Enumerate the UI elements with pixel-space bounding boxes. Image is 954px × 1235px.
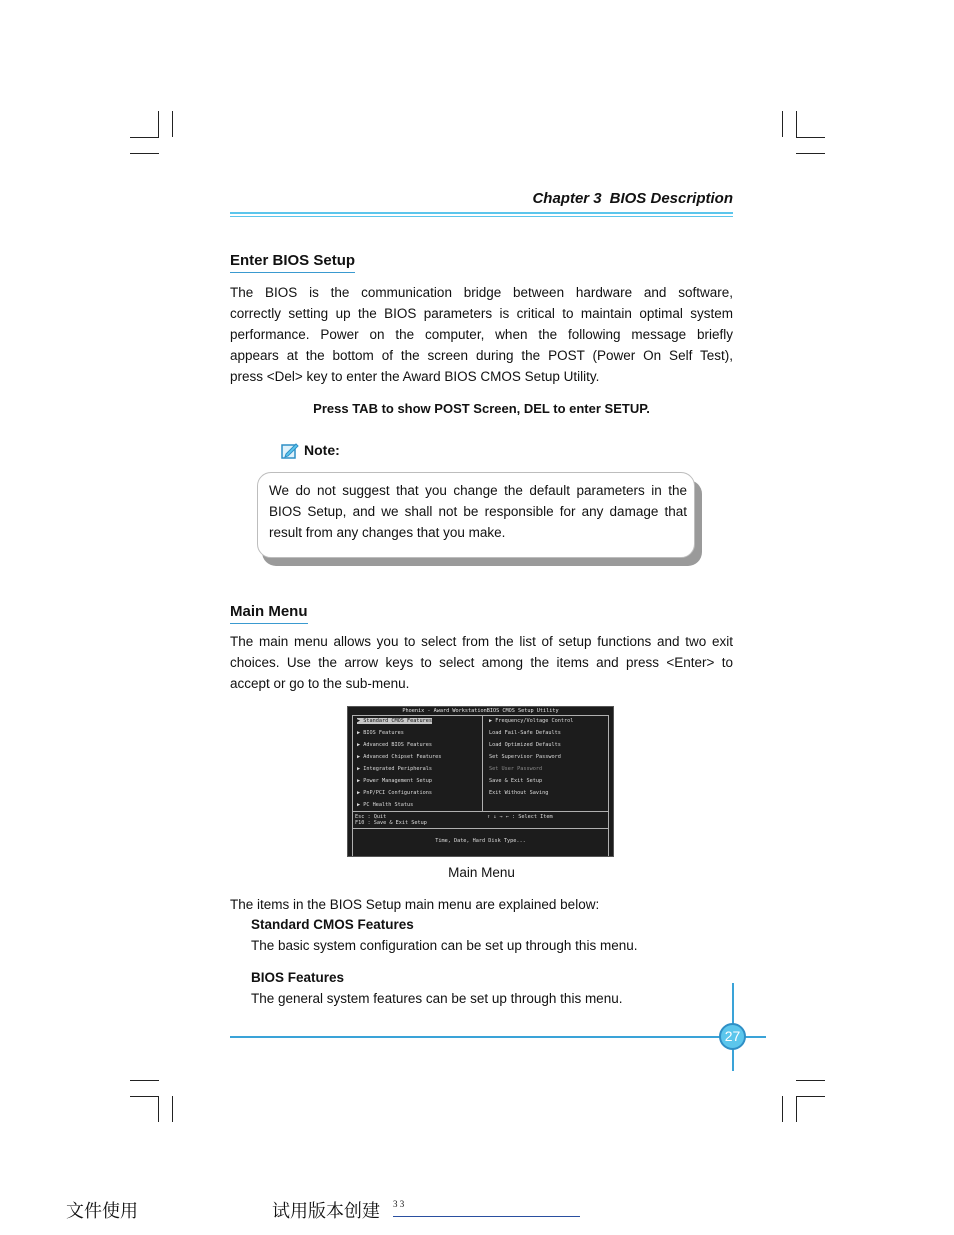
item-title: BIOS Features bbox=[251, 970, 345, 985]
paragraph-line: accept or go to the sub-menu. bbox=[230, 676, 410, 691]
chapter-header bbox=[230, 190, 733, 207]
crop-mark bbox=[796, 111, 797, 137]
page-number: 27 bbox=[719, 1023, 746, 1050]
bios-main-menu-screenshot bbox=[347, 706, 614, 857]
header-rule bbox=[230, 216, 733, 217]
note-line: result from any changes that you make. bbox=[269, 525, 506, 540]
paragraph-line: press <Del> key to enter the Award BIOS CMOS Setup Utility. bbox=[230, 369, 600, 384]
crop-mark bbox=[796, 153, 825, 154]
crop-mark bbox=[130, 153, 159, 154]
bios-menu-item: Save & Exit Setup bbox=[489, 778, 543, 784]
bios-menu-item: ▶ Frequency/Voltage Control bbox=[489, 718, 574, 724]
post-message: Press TAB to show POST Screen, DEL to enter SETUP. bbox=[313, 401, 650, 416]
crop-mark bbox=[158, 111, 159, 137]
chapter-label: Chapter 3 bbox=[532, 190, 602, 207]
item-title: Standard CMOS Features bbox=[251, 917, 414, 932]
crop-mark bbox=[172, 111, 173, 137]
bios-divider bbox=[352, 828, 609, 829]
bios-menu-item: ▶ Integrated Peripherals bbox=[357, 766, 432, 772]
note-line: We do not suggest that you change the default parameters in the bbox=[269, 483, 687, 498]
watermark-left: 文件使用 bbox=[66, 1201, 138, 1222]
crop-mark bbox=[796, 1080, 825, 1081]
paragraph-line: performance. Power on the computer, when the following message briefly bbox=[230, 327, 733, 342]
note-pencil-icon bbox=[281, 441, 299, 459]
bios-help-text: ↑ ↓ → ← : Select Item bbox=[487, 814, 553, 820]
bios-menu-item: ▶ Advanced BIOS Features bbox=[357, 742, 432, 748]
section-title-enter-bios-setup: Enter BIOS Setup bbox=[230, 252, 355, 273]
bios-help-text: F10 : Save & Exit Setup bbox=[355, 820, 427, 826]
crop-mark bbox=[130, 137, 159, 138]
enter-setup-paragraph bbox=[230, 282, 733, 387]
watermark-underline bbox=[393, 1216, 580, 1217]
chapter-title: BIOS Description bbox=[609, 190, 733, 207]
bios-title: Phoenix - Award WorkstationBIOS CMOS Setup Utility bbox=[348, 707, 613, 715]
crop-mark bbox=[796, 1096, 825, 1097]
bios-menu-item: Exit Without Saving bbox=[489, 790, 549, 796]
crop-mark bbox=[158, 1096, 159, 1122]
paragraph-line: appears at the bottom of the screen during the POST (Power On Self Test), bbox=[230, 348, 733, 363]
bios-menu-item: Set Supervisor Password bbox=[489, 754, 561, 760]
paragraph-line: choices. Use the arrow keys to select among the items and press <Enter> to bbox=[230, 655, 733, 670]
bios-divider bbox=[352, 811, 609, 812]
bios-menu-item: Set User Password bbox=[489, 766, 543, 772]
bios-menu-item: Load Fail-Safe Defaults bbox=[489, 730, 561, 736]
bios-menu-item: Load Optimized Defaults bbox=[489, 742, 561, 748]
crop-mark bbox=[782, 111, 783, 137]
bios-menu-item: ▶ PnP/PCI Configurations bbox=[357, 790, 432, 796]
paragraph-line: The main menu allows you to select from the list of setup functions and two exit bbox=[230, 634, 733, 649]
bios-frame bbox=[352, 715, 609, 857]
main-menu-paragraph bbox=[230, 631, 733, 694]
section-title-main-menu: Main Menu bbox=[230, 603, 308, 624]
crop-mark bbox=[130, 1080, 159, 1081]
watermark-middle: 试用版本创建 bbox=[272, 1201, 380, 1222]
figure-caption: Main Menu bbox=[448, 865, 515, 880]
bios-menu-item: ▶ Standard CMOS Features bbox=[357, 718, 432, 724]
crop-mark bbox=[782, 1096, 783, 1122]
crop-mark bbox=[130, 1096, 159, 1097]
crop-mark bbox=[796, 137, 825, 138]
bios-menu-item: ▶ Power Management Setup bbox=[357, 778, 432, 784]
note-label: Note: bbox=[304, 442, 340, 458]
bios-column-divider bbox=[482, 715, 483, 811]
header-rule bbox=[230, 212, 733, 214]
item-description: The basic system configuration can be set up through this menu. bbox=[251, 938, 638, 953]
bios-menu-item: ▶ Advanced Chipset Features bbox=[357, 754, 442, 760]
crop-mark bbox=[172, 1096, 173, 1122]
footer-rule bbox=[230, 1036, 766, 1038]
crop-mark bbox=[796, 1096, 797, 1122]
bios-menu-item: ▶ BIOS Features bbox=[357, 730, 404, 736]
bios-menu-item: ▶ PC Health Status bbox=[357, 802, 414, 808]
bios-status-text: Time, Date, Hard Disk Type... bbox=[435, 838, 526, 844]
item-description: The general system features can be set up through this menu. bbox=[251, 991, 623, 1006]
watermark-number: 3 3 bbox=[393, 1199, 405, 1209]
items-intro: The items in the BIOS Setup main menu are explained below: bbox=[230, 897, 600, 912]
note-text bbox=[269, 480, 687, 543]
note-line: BIOS Setup, and we shall not be responsible for any damage that bbox=[269, 504, 687, 519]
paragraph-line: The BIOS is the communication bridge between hardware and software, bbox=[230, 285, 733, 300]
bios-help-text: Esc : Quit bbox=[355, 814, 387, 820]
paragraph-line: correctly setting up the BIOS parameters is critical to maintain optimal system bbox=[230, 306, 733, 321]
